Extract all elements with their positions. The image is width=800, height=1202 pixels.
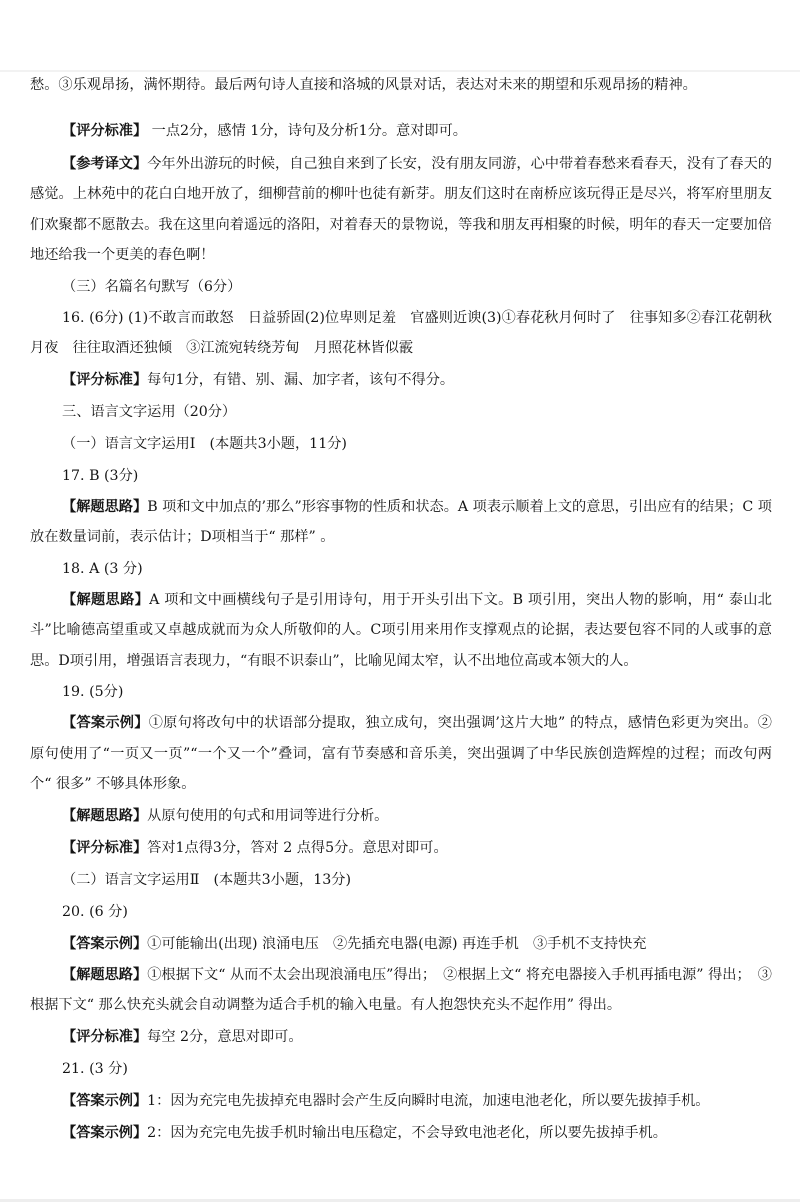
tag-text: 一点2分，感情 1分，诗句及分析1分。意对即可。	[147, 122, 467, 139]
tag-text: 每空 2分，意思对即可。	[147, 1028, 303, 1045]
scan-top-edge	[0, 70, 800, 72]
tag-label: 【参考译文】	[62, 155, 148, 172]
tag-text: ①原句将改句中的状语部分提取，独立成句，突出强调’这片大地” 的特点，感情色彩更为突出。②原句使用了“一页又一页”“一个又一个”叠词，富有节奏感和音乐美，突出强调了中华民族创造辉煌的过程；而改句两个“ 很多” 不够具体形象。	[30, 715, 772, 792]
tag-label: 【评分标准】	[62, 839, 148, 856]
question-19-score: 19. (5分)	[62, 684, 124, 700]
tag-label: 【评分标准】	[62, 122, 148, 139]
tag-text: 从原句使用的句式和用词等进行分析。	[147, 807, 389, 824]
question-20-score: 20. (6 分)	[62, 903, 128, 920]
tag-label: 【答案示例】	[62, 715, 149, 731]
solution-approach-17	[30, 492, 772, 553]
tag-text: 答对1点得3分，答对 2 点得5分。意思对即可。	[147, 839, 448, 856]
tag-label: 【解题思路】	[62, 591, 150, 608]
tag-text: B 项和文中加点的’那么”形容事物的性质和状态。A 项表示顺着上文的意思，引出应有的结果；C 项放在数量词前，表示估计；D项相当于“ 那样” 。	[30, 498, 772, 545]
tag-label: 【答案示例】	[62, 935, 148, 952]
tag-label: 【解题思路】	[62, 498, 148, 515]
scoring-standard-19	[30, 832, 772, 864]
scoring-standard-20	[30, 1021, 772, 1053]
section-heading-language-use: 三、语言文字运用（20分）	[62, 403, 237, 420]
answer-example-19	[30, 708, 772, 800]
tag-label: 【答案示例】	[62, 1092, 148, 1109]
solution-approach-18	[30, 585, 772, 677]
solution-approach-20	[30, 960, 772, 1021]
tag-text: 1：因为充完电先拔掉充电器时会产生反向瞬时电流，加速电池老化，所以要先拔掉手机。	[147, 1092, 710, 1109]
tag-label: 【评分标准】	[62, 1028, 148, 1045]
answer-key-page	[0, 70, 800, 1202]
tag-text: ①根据下文“ 从而不太会出现浪涌电压”得出； ②根据上文“ 将充电器接入手机再插电源” 得出； ③根据下文“ 那么快充头就会自动调整为适合手机的输入电量。有人抱怨快充头不起作用” 得出。	[30, 966, 772, 1013]
tag-text: A 项和文中画横线句子是引用诗句，用于开头引出下文。B 项引用，突出人物的影响，用“ 泰山北斗”比喻德高望重或又卓越成就而为众人所敬仰的人。C项引用来用作支撑观点的论据，表达要包容不同的人或事的意思。D项引用，增强语言表现力，“有眼不识泰山”，比喻见闻太窄，认不出地位高或本领大的人。	[30, 591, 772, 669]
answer-example-20	[30, 928, 772, 960]
subsection-heading-language-use-1: （一）语言文字运用Ⅰ (本题共3小题，11分)	[62, 435, 347, 452]
answer-example-21-2	[30, 1117, 772, 1149]
tag-label: 【答案示例】	[62, 1124, 148, 1141]
tag-label: 【解题思路】	[62, 807, 148, 824]
question-16-answer: 16. (6分) (1)不敢言而敢怒 日益骄固(2)位卑则足羞 官盛则近谀(3)①春花秋月何时了 往事知多②春江花朝秋月夜 往往取酒还独倾 ③江流宛转绕芳甸 月照花林皆似霰	[30, 309, 772, 356]
question-17-answer: 17. B (3分)	[62, 467, 139, 484]
tag-label: 【评分标准】	[62, 371, 148, 388]
section-heading-famous-lines: （三）名篇名句默写（6分）	[62, 278, 242, 295]
tag-text: 2：因为充完电先拔手机时输出电压稳定，不会导致电池老化，所以要先拔掉手机。	[147, 1124, 667, 1141]
tag-text: 每句1分，有错、别、漏、加字者，该句不得分。	[147, 371, 455, 388]
question-18-answer: 18. A (3 分)	[62, 560, 143, 577]
tag-text: 今年外出游玩的时候，自己独自来到了长安，没有朋友同游，心中带着春愁来看春天，没有了春天的感觉。上林苑中的花白白地开放了，细柳营前的柳叶也徒有新芽。朋友们这时在南桥应该玩得正是尽兴，将军府里朋友们欢聚都不愿散去。我在这里向着遥远的洛阳，对着春天的景物说，等我和朋友再相聚的时候，明年的春天一定要加倍地还给我一个更美的春色啊！	[30, 155, 772, 263]
question-21-score: 21. (3 分)	[62, 1060, 128, 1077]
solution-approach-19	[30, 800, 772, 832]
scoring-standard-15	[30, 115, 772, 147]
analysis-continuation: 愁。③乐观昂扬，满怀期待。最后两句诗人直接和洛城的风景对话，表达对未来的期望和乐观昂扬的精神。	[30, 77, 697, 93]
subsection-heading-language-use-2: （二）语言文字运用Ⅱ (本题共3小题，13分)	[62, 871, 351, 888]
tag-label: 【解题思路】	[62, 966, 148, 983]
reference-translation	[30, 149, 772, 271]
answer-example-21-1	[30, 1085, 772, 1117]
tag-text: ①可能输出(出现) 浪涌电压 ②先插充电器(电源) 再连手机 ③手机不支持快充	[147, 935, 647, 952]
scoring-standard-16	[30, 364, 772, 396]
